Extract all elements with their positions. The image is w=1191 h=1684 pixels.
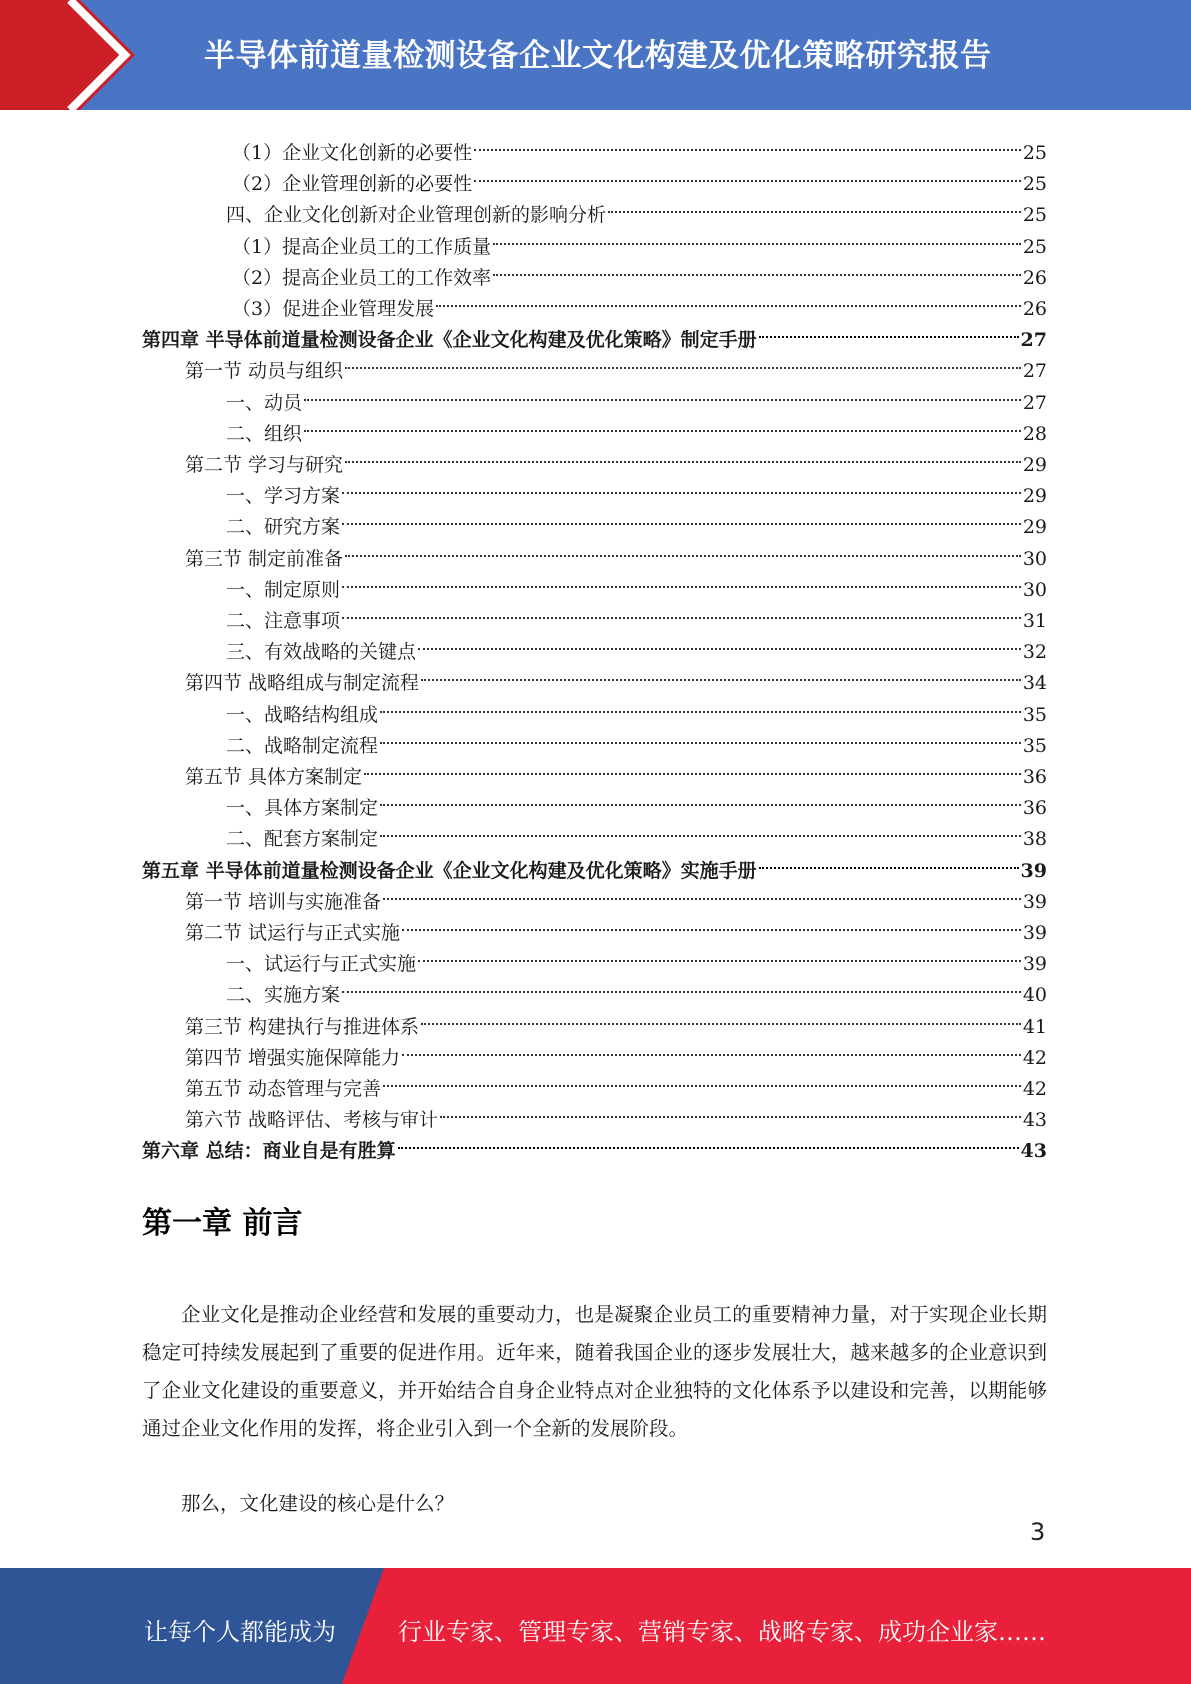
toc-entry-page: 27 [1020, 329, 1047, 352]
toc-entry-page: 29 [1022, 454, 1047, 476]
toc-leader-dots [342, 586, 1021, 619]
toc-entry-page: 26 [1022, 298, 1047, 320]
toc-entry-page: 39 [1022, 953, 1047, 976]
toc-entry-page: 36 [1022, 797, 1047, 820]
toc-entry-label: 第三节 制定前准备 [185, 547, 344, 570]
toc-entry-label: 第一节 动员与组织 [185, 360, 344, 383]
question-paragraph: 那么，文化建设的核心是什么？ [181, 1492, 455, 1515]
toc-leader-dots [759, 836, 1019, 869]
toc-leader-dots [608, 180, 1021, 213]
toc-entry-label: 二、实施方案 [226, 984, 341, 1007]
document-title: 半导体前道量检测设备企业文化构建及优化策略研究报告 [204, 38, 992, 74]
toc-entry-page: 35 [1022, 734, 1047, 757]
toc-leader-dots [342, 492, 1021, 525]
toc-leader-dots [345, 336, 1021, 369]
toc-leader-dots [474, 149, 1021, 182]
toc-entry-label: 第二节 学习与研究 [185, 454, 344, 476]
toc-leader-dots [440, 1085, 1021, 1118]
toc-leader-dots [493, 243, 1021, 276]
toc-leader-dots [398, 1116, 1019, 1149]
toc-entry-label: （2）提高企业员工的工作效率 [232, 266, 492, 289]
toc-entry-page: 30 [1022, 547, 1047, 570]
toc-entry-page: 36 [1022, 766, 1047, 788]
toc-entry-page: 43 [1020, 1140, 1047, 1163]
toc-entry-page: 25 [1022, 142, 1047, 164]
toc-entry-label: 第四节 增强实施保障能力 [185, 1046, 401, 1069]
toc-leader-dots [474, 118, 1021, 151]
toc-leader-dots [342, 461, 1021, 494]
toc-entry-page: 26 [1022, 266, 1047, 289]
toc-leader-dots [383, 867, 1021, 900]
toc-entry-label: 二、战略制定流程 [226, 734, 379, 757]
toc-entry-page: 42 [1022, 1078, 1047, 1100]
toc-entry-label: 第五节 具体方案制定 [185, 766, 363, 788]
toc-entry-page: 41 [1022, 1015, 1047, 1038]
toc-entry-page: 25 [1022, 204, 1047, 227]
toc-entry-page: 34 [1022, 672, 1047, 695]
toc-entry-page: 28 [1022, 422, 1047, 445]
toc-entry-page: 27 [1022, 391, 1047, 414]
toc-leader-dots [436, 274, 1021, 307]
toc-entry-page: 38 [1022, 828, 1047, 851]
toc-entry-label: （1）提高企业员工的工作质量 [232, 235, 492, 258]
toc-entry-label: 第二节 试运行与正式实施 [185, 922, 401, 944]
toc-leader-dots [421, 648, 1021, 681]
toc-entry-label: 一、具体方案制定 [226, 797, 379, 820]
page-number: 3 [1030, 1518, 1046, 1546]
toc-leader-dots [304, 368, 1021, 401]
toc-entry-label: 三、有效战略的关键点 [226, 641, 417, 664]
toc-leader-dots [342, 960, 1021, 993]
toc-entry-page: 30 [1022, 578, 1047, 601]
toc-entry-page: 40 [1022, 984, 1047, 1007]
toc-entry-label: 四、企业文化创新对企业管理创新的影响分析 [226, 204, 607, 227]
toc-entry-page: 39 [1020, 859, 1047, 882]
toc-leader-dots [380, 804, 1021, 837]
toc-entry-page: 35 [1022, 703, 1047, 726]
toc-entry-label: 二、研究方案 [226, 516, 341, 539]
toc-entry-page: 25 [1022, 173, 1047, 196]
toc-entry-page: 39 [1022, 890, 1047, 913]
toc-leader-dots [418, 929, 1021, 962]
toc-entry-page: 42 [1022, 1046, 1047, 1069]
toc-entry-label: 二、注意事项 [226, 610, 341, 632]
toc-entry-page: 39 [1022, 922, 1047, 944]
toc-entry-label: 第四章 半导体前道量检测设备企业《企业文化构建及优化策略》制定手册 [142, 329, 757, 352]
toc-entry-label: 第五节 动态管理与完善 [185, 1078, 382, 1100]
toc-entry-label: 第三节 构建执行与推进体系 [185, 1015, 420, 1038]
footer-slogan-left: 让每个人都能成为 [144, 1618, 336, 1646]
toc-entry[interactable] [142, 1124, 1047, 1163]
toc-entry-label: （2）企业管理创新的必要性 [232, 173, 473, 196]
toc-entry-label: 第六节 战略评估、考核与审计 [185, 1109, 439, 1132]
toc-leader-dots [380, 773, 1021, 806]
footer-banner [0, 1568, 1191, 1684]
toc-entry-label: 一、试运行与正式实施 [226, 953, 417, 976]
toc-leader-dots [304, 399, 1021, 432]
toc-entry-label: 二、组织 [226, 422, 303, 445]
toc-leader-dots [342, 555, 1021, 588]
toc-entry-label: 第六章 总结：商业自是有胜算 [142, 1140, 396, 1163]
toc-entry-page: 43 [1022, 1109, 1047, 1132]
toc-entry-label: 第一节 培训与实施准备 [185, 890, 382, 913]
toc-leader-dots [345, 430, 1021, 463]
chapter-heading: 第一章 前言 [142, 1206, 303, 1241]
toc-entry-label: 一、学习方案 [226, 485, 341, 508]
toc-leader-dots [418, 617, 1021, 650]
toc-leader-dots [380, 711, 1021, 744]
toc-entry-label: 一、战略结构组成 [226, 703, 379, 726]
toc-entry-label: 一、制定原则 [226, 578, 341, 601]
red-arrow-icon [0, 0, 160, 110]
toc-entry-page: 32 [1022, 641, 1047, 664]
toc-leader-dots [493, 212, 1021, 245]
toc-leader-dots [759, 305, 1019, 338]
footer-slogan-right: 行业专家、管理专家、营销专家、战略专家、成功企业家…… [398, 1618, 1046, 1646]
toc-entry-label: 第五章 半导体前道量检测设备企业《企业文化构建及优化策略》实施手册 [142, 859, 757, 882]
toc-leader-dots [421, 992, 1021, 1025]
toc-entry-label: 一、动员 [226, 391, 303, 414]
toc-entry-page: 25 [1022, 235, 1047, 258]
toc-leader-dots [402, 1023, 1021, 1056]
toc-entry-label: （3）促进企业管理发展 [232, 298, 435, 320]
toc-entry-page: 31 [1022, 610, 1047, 632]
header-banner [0, 0, 1191, 110]
toc-entry-label: 第四节 战略组成与制定流程 [185, 672, 420, 695]
toc-leader-dots [383, 1054, 1021, 1087]
toc-leader-dots [364, 742, 1021, 775]
toc-entry-label: 二、配套方案制定 [226, 828, 379, 851]
toc-entry-label: （1）企业文化创新的必要性 [232, 142, 473, 164]
toc-entry-page: 29 [1022, 485, 1047, 508]
toc-leader-dots [345, 524, 1021, 557]
body-paragraph: 企业文化是推动企业经营和发展的重要动力，也是凝聚企业员工的重要精神力量，对于实现企业长期稳定可持续发展起到了重要的促进作用。近年来，随着我国企业的逐步发展壮大，越来越多的企业意识到了企业文化建设的重要意义，并开始结合自身企业特点对企业独特的文化体系予以建设和完善，以期能够通过企业文化作用的发挥，将企业引入到一个全新的发展阶段。 [142, 1303, 1047, 1440]
toc-leader-dots [380, 680, 1021, 713]
toc-entry-page: 27 [1022, 360, 1047, 383]
toc-entry-page: 29 [1022, 516, 1047, 539]
toc-leader-dots [402, 898, 1021, 931]
